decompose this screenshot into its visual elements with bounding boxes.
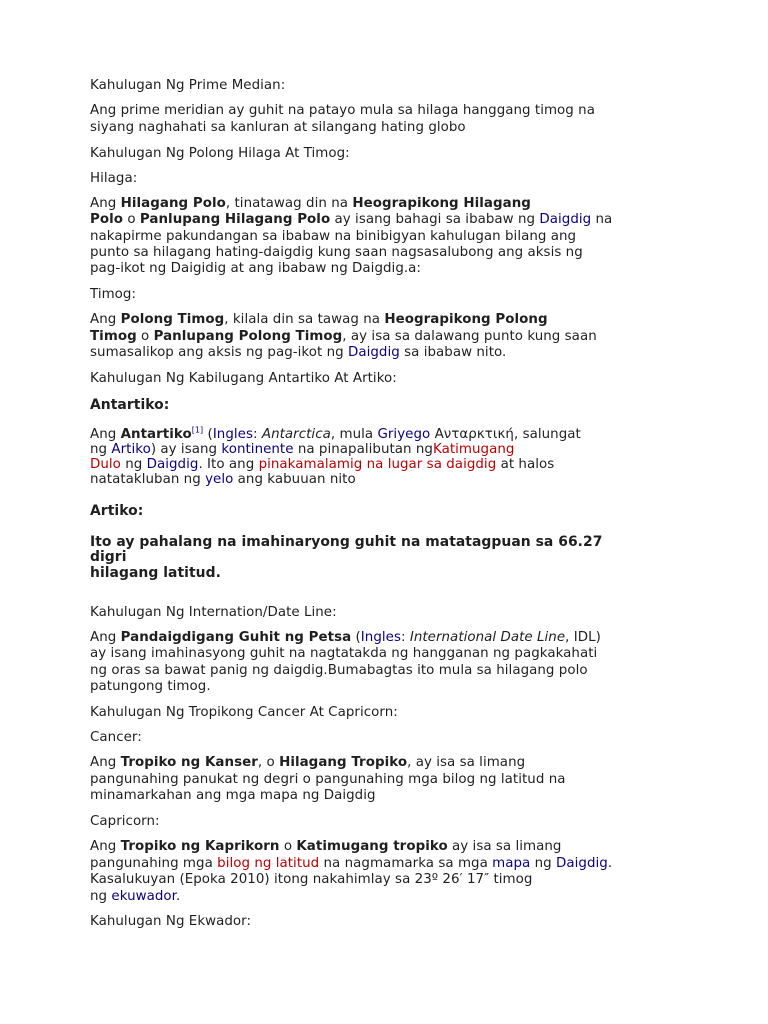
cancer-line-3: minamarkahan ang mga mapa ng Daigdig <box>90 788 376 803</box>
heading-ekwador: Kahulugan Ng Ekwador: <box>90 914 252 929</box>
hilaga-line-3: nakapirme pakundangan sa ibabaw na binibigyan kahulugan bilang ang <box>90 229 577 244</box>
link-artiko[interactable]: Artiko <box>111 442 151 457</box>
artiko-line-2: digri <box>90 549 127 565</box>
idl-line-3: ng oras sa bawat panig ng daigdig.Bumabagtas ito mula sa hilagang polo <box>90 663 588 678</box>
hilaga-line-2: Polo o Panlupang Hilagang Polo ay isang bahagi sa ibabaw ng Daigdig na <box>90 212 613 227</box>
capricorn-line-1: Ang Tropiko ng Kaprikorn o Katimugang tropiko ay isa sa limang <box>90 839 562 854</box>
antartiko-line-1: Ang Antartiko[1] (Ingles: Antarctica, mula Griyego Ανταρκτική, salungat <box>90 425 581 442</box>
idl-line-4: patungong timog. <box>90 679 211 694</box>
heading-prime-meridian: Kahulugan Ng Prime Median: <box>90 78 286 93</box>
hilaga-line-1: Ang Hilagang Polo, tinatawag din na Heograpikong Hilagang <box>90 196 531 211</box>
link-griyego[interactable]: Griyego <box>377 427 431 442</box>
artiko-line-3: hilagang latitud. <box>90 565 221 581</box>
label-hilaga: Hilaga: <box>90 171 138 186</box>
hilaga-line-4: punto sa hilagang hating-daigdig kung saan nagsasalubong ang aksis ng <box>90 245 583 260</box>
prime-body-line-1: Ang prime meridian ay guhit na patayo mula sa hilaga hanggang timog na <box>90 103 595 118</box>
capricorn-line-4: ng ekuwador. <box>90 889 181 904</box>
link-daigdig[interactable]: Daigdig <box>146 457 199 472</box>
label-cancer: Cancer: <box>90 730 142 745</box>
timog-line-1: Ang Polong Timog, kilala din sa tawag na Heograpikong Polong <box>90 312 548 327</box>
heading-idl: Kahulugan Ng Internation/Date Line: <box>90 605 337 620</box>
link-daigdig[interactable]: Daigdig <box>556 856 608 871</box>
link-daigdig[interactable]: Daigdig <box>347 345 400 360</box>
timog-line-3: sumasalikop ang aksis ng pag-ikot ng Daigdig sa ibabaw nito. <box>90 345 507 360</box>
link-ingles[interactable]: Ingles <box>212 427 253 442</box>
heading-polo: Kahulugan Ng Polong Hilaga At Timog: <box>90 146 350 161</box>
antartiko-line-2: ng Artiko) ay isang kontinente na pinapalibutan ngKatimugang <box>90 442 515 457</box>
link-kontinente[interactable]: kontinente <box>221 442 294 457</box>
link-ekuwador[interactable]: ekuwador <box>111 889 176 904</box>
capricorn-line-2: pangunahing mga bilog ng latitud na nagmamarka sa mga mapa ng Daigdig. <box>90 856 613 871</box>
antartiko-line-3: Dulo ng Daigdig. Ito ang pinakamalamig na lugar sa daigdig at halos <box>90 457 555 472</box>
label-antartiko: Antartiko: <box>90 397 170 413</box>
link-daigdig[interactable]: Daigdig <box>539 212 592 227</box>
prime-body-line-2: siyang naghahati sa kanluran at silangang hating globo <box>90 120 466 135</box>
link-katimugang-dulo[interactable]: Dulo <box>90 457 121 472</box>
footnote-link[interactable]: [1] <box>191 425 204 435</box>
link-ingles[interactable]: Ingles <box>360 630 401 645</box>
link-katimugang-dulo[interactable]: Katimugang <box>432 442 515 457</box>
idl-line-2: ay isang imahinasyong guhit na nagtatakda ng hangganan ng pagkakahati <box>90 646 598 661</box>
link-pinakamalamig[interactable]: pinakamalamig na lugar sa daigdig <box>258 457 497 472</box>
antartiko-line-4: natatakluban ng yelo ang kabuuan nito <box>90 472 356 487</box>
capricorn-line-3: Kasalukuyan (Epoka 2010) itong nakahimlay sa 23º 26′ 17″ timog <box>90 872 533 887</box>
idl-line-1: Ang Pandaigdigang Guhit ng Petsa (Ingles: International Date Line, IDL) <box>90 630 601 645</box>
label-capricorn: Capricorn: <box>90 814 160 829</box>
link-bilog-ng-latitud[interactable]: bilog ng latitud <box>217 856 320 871</box>
cancer-line-2: pangunahing panukat ng degri o pangunahing mga bilog ng latitud na <box>90 772 566 787</box>
timog-line-2: Timog o Panlupang Polong Timog, ay isa sa dalawang punto kung saan <box>90 329 597 344</box>
heading-tropiko: Kahulugan Ng Tropikong Cancer At Capricorn: <box>90 705 398 720</box>
artiko-line-1: Ito ay pahalang na imahinaryong guhit na matatagpuan sa 66.27 <box>90 534 603 550</box>
link-mapa[interactable]: mapa <box>492 856 531 871</box>
link-yelo[interactable]: yelo <box>205 472 234 487</box>
label-artiko: Artiko: <box>90 503 144 519</box>
heading-kabilugan: Kahulugan Ng Kabilugang Antartiko At Artiko: <box>90 371 397 386</box>
hilaga-line-5: pag-ikot ng Daigidig at ang ibabaw ng Daigdig.a: <box>90 261 421 276</box>
cancer-line-1: Ang Tropiko ng Kanser, o Hilagang Tropiko, ay isa sa limang <box>90 755 526 770</box>
label-timog: Timog: <box>90 287 137 302</box>
